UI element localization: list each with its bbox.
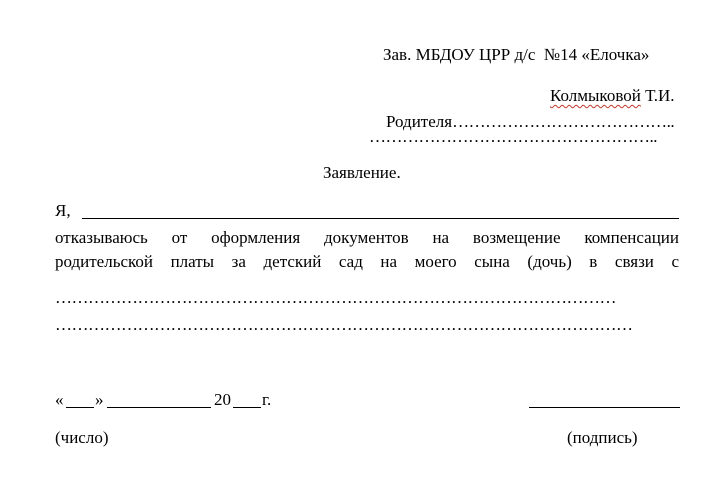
- year-blank-line: [233, 407, 261, 408]
- addressee-initials: Т.И.: [640, 86, 675, 105]
- year-suffix: г.: [262, 390, 272, 409]
- day-blank-line: [66, 407, 94, 408]
- body-line-2: родительской платы за детский сад на моего сына (дочь) в связи с: [55, 252, 679, 271]
- body-line-1: отказываюсь от оформления документов на возмещение компенсации: [55, 228, 679, 247]
- date-open-quote: «: [55, 390, 64, 409]
- date-caption: (число): [55, 428, 109, 447]
- name-blank-line: [82, 218, 679, 219]
- reason-dots-line-1: …………………………………………………………………………………………: [55, 288, 616, 307]
- parent-dots-line2: ……………………………………………..: [369, 127, 657, 146]
- pronoun-label: Я,: [55, 201, 71, 220]
- parent-dots: …………………………………..: [452, 112, 675, 131]
- document-title: Заявление.: [323, 163, 401, 182]
- year-prefix: 20: [214, 390, 231, 409]
- reason-dots-line-2: ……………………………………………………………………………………………: [55, 315, 633, 334]
- month-blank-line: [107, 407, 211, 408]
- parent-label: Родителя: [386, 112, 453, 131]
- date-close-quote: »: [95, 390, 104, 409]
- signature-caption: (подпись): [567, 428, 638, 447]
- addressee-line: Зав. МБДОУ ЦРР д/с №14 «Елочка»: [383, 45, 650, 64]
- signature-blank-line: [529, 407, 680, 408]
- addressee-surname: Колмыковой: [550, 86, 641, 105]
